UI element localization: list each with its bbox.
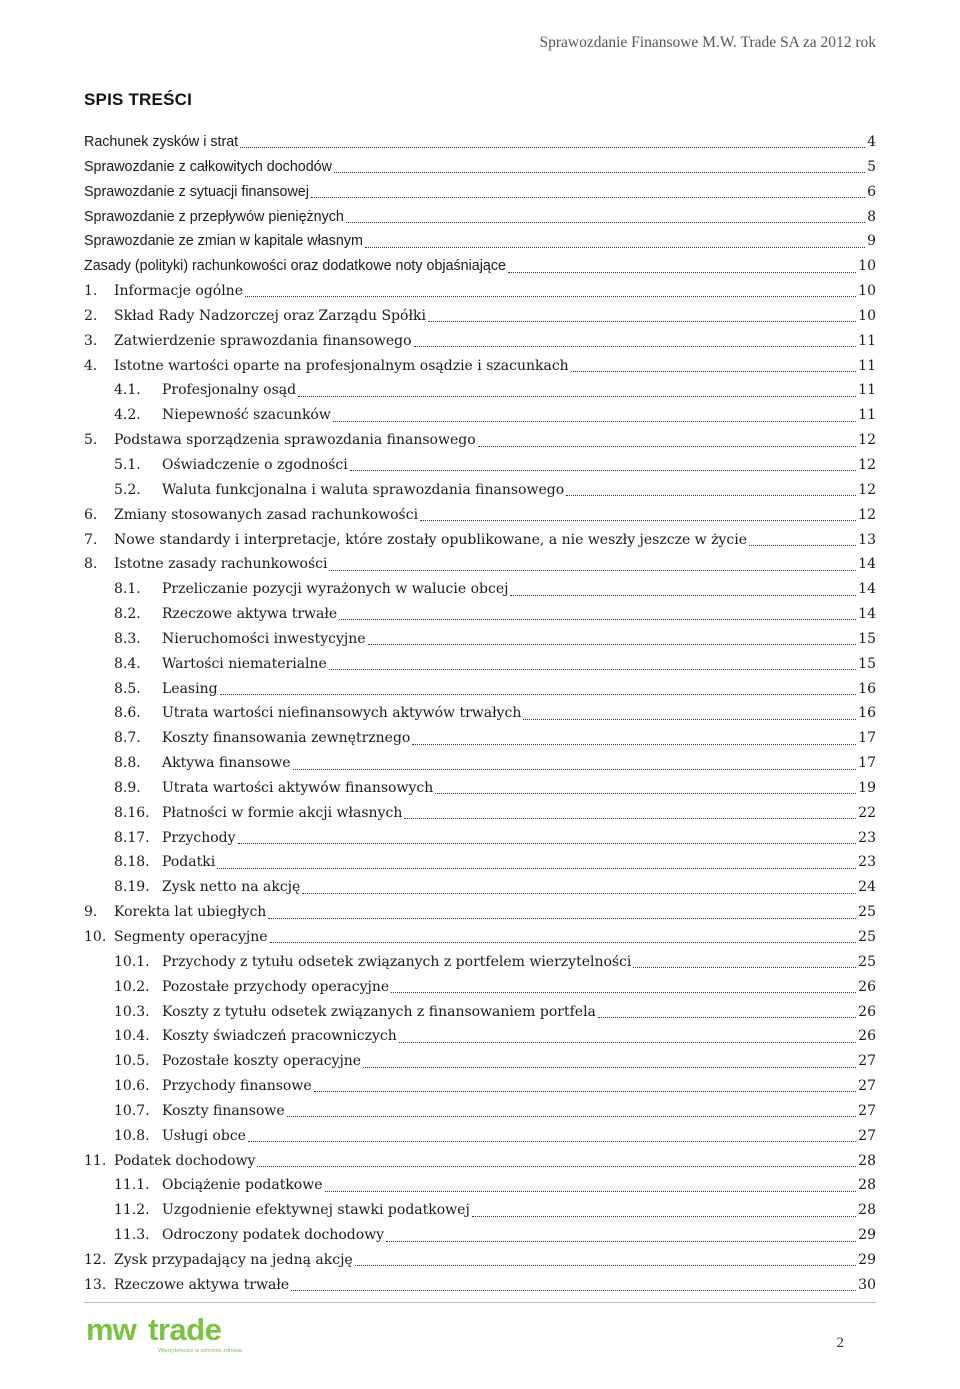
toc-dot-leader — [346, 221, 865, 223]
toc-entry-page: 22 — [858, 804, 876, 821]
toc-entry-number: 10. — [84, 929, 107, 945]
toc-dot-leader — [291, 1289, 856, 1291]
toc-entry[interactable] — [84, 378, 876, 403]
toc-dot-leader — [217, 867, 856, 869]
toc-dot-leader — [508, 271, 856, 273]
toc-entry-number: 8.7. — [114, 730, 141, 747]
toc-entry-title: Utrata wartości aktywów finansowych — [162, 779, 434, 796]
toc-entry-number: 4.1. — [114, 382, 141, 399]
toc-entry-page: 15 — [858, 655, 876, 672]
toc-entry[interactable] — [84, 180, 876, 205]
toc-entry-page: 23 — [858, 854, 876, 871]
toc-entry[interactable] — [84, 229, 876, 254]
toc-entry-number: 4. — [84, 357, 98, 374]
toc-entry-title: Istotne wartości oparte na profesjonalnym osądzie i szacunkach — [114, 357, 569, 374]
toc-dot-leader — [268, 917, 856, 919]
toc-entry[interactable] — [84, 1223, 876, 1248]
toc-entry[interactable] — [84, 1124, 876, 1149]
toc-entry[interactable] — [84, 925, 876, 950]
toc-entry-title: Przeliczanie pozycji wyrażonych w walucie obcej — [162, 581, 509, 598]
toc-entry[interactable] — [84, 428, 876, 453]
toc-dot-leader — [350, 469, 856, 471]
toc-entry-page: 12 — [858, 432, 876, 449]
toc-entry[interactable] — [84, 1273, 876, 1298]
toc-dot-leader — [435, 792, 856, 794]
toc-entry-page: 10 — [858, 283, 876, 300]
company-logo — [84, 1310, 244, 1356]
toc-entry-page: 17 — [858, 730, 876, 747]
toc-entry-number: 10.2. — [114, 978, 150, 995]
toc-entry-title: Rachunek zysków i strat — [84, 134, 239, 150]
toc-entry-number: 10.4. — [114, 1028, 150, 1045]
toc-entry[interactable] — [84, 1099, 876, 1124]
toc-entry-number: 8.2. — [114, 606, 141, 623]
toc-dot-leader — [334, 171, 865, 173]
toc-dot-leader — [428, 320, 856, 322]
toc-dot-leader — [333, 420, 856, 422]
toc-entry-number: 10.3. — [114, 1003, 150, 1020]
toc-entry[interactable] — [84, 453, 876, 478]
toc-dot-leader — [240, 146, 865, 148]
toc-entry[interactable] — [84, 1198, 876, 1223]
toc-entry-title: Profesjonalny osąd — [162, 382, 297, 399]
toc-entry-title: Sprawozdanie z sytuacji finansowej — [84, 183, 309, 200]
toc-entry-number: 8.6. — [114, 705, 141, 722]
toc-dot-leader — [412, 743, 856, 745]
toc-entry[interactable] — [84, 950, 876, 975]
toc-dot-leader — [420, 519, 856, 521]
toc-entry-number: 2. — [84, 307, 98, 324]
toc-entry[interactable] — [84, 329, 876, 354]
toc-entry-title: Podatek dochodowy — [114, 1152, 256, 1169]
toc-entry-title: Istotne zasady rachunkowości — [114, 556, 328, 573]
toc-dot-leader — [302, 892, 856, 894]
toc-dot-leader — [566, 494, 856, 496]
toc-dot-leader — [248, 1140, 856, 1142]
toc-dot-leader — [238, 842, 857, 844]
toc-entry-page: 25 — [858, 904, 876, 921]
toc-dot-leader — [245, 295, 856, 297]
toc-entry[interactable] — [84, 1000, 876, 1025]
toc-entry-number: 8.18. — [114, 854, 150, 871]
toc-dot-leader — [386, 1240, 856, 1242]
toc-entry-title: Segmenty operacyjne — [114, 929, 268, 945]
logo-tagline: Wierzytelności w ochronie zdrowia — [158, 1348, 243, 1354]
toc-entry-page: 5 — [867, 158, 876, 175]
toc-entry-number: 5.1. — [114, 456, 141, 473]
toc-entry-title: Wartości niematerialne — [162, 655, 327, 672]
toc-entry-page: 27 — [858, 1127, 876, 1144]
toc-entry-page: 26 — [858, 1028, 876, 1045]
toc-entry-title: Aktywa finansowe — [162, 755, 291, 772]
toc-entry-number: 11.3. — [114, 1227, 150, 1244]
toc-entry[interactable] — [84, 677, 876, 702]
toc-entry-title: Sprawozdanie z przepływów pieniężnych — [84, 208, 344, 225]
toc-entry[interactable] — [84, 1074, 876, 1099]
svg-text:trade: trade — [148, 1312, 222, 1347]
toc-entry-title: Usługi obce — [162, 1127, 246, 1144]
toc-dot-leader — [355, 1264, 856, 1266]
toc-entry-title: Korekta lat ubiegłych — [114, 904, 267, 921]
toc-dot-leader — [329, 569, 856, 571]
toc-entry-page: 13 — [858, 531, 876, 548]
toc-dot-leader — [339, 618, 856, 620]
toc-entry-number: 9. — [84, 904, 98, 921]
toc-entry-page: 27 — [858, 1078, 876, 1095]
toc-entry-page: 16 — [858, 705, 876, 722]
toc-entry-page: 19 — [858, 779, 876, 796]
toc-dot-leader — [365, 246, 865, 248]
toc-entry-title: Zatwierdzenie sprawozdania finansowego — [114, 332, 412, 349]
toc-entry-page: 12 — [858, 506, 876, 523]
toc-entry-page: 12 — [858, 481, 876, 498]
toc-entry-page: 24 — [858, 879, 876, 896]
toc-dot-leader — [314, 1090, 857, 1092]
toc-entry[interactable] — [84, 801, 876, 826]
toc-entry-number: 8.9. — [114, 779, 141, 796]
toc-entry-number: 10.7. — [114, 1102, 150, 1119]
toc-entry-title: Nowe standardy i interpretacje, które zostały opublikowane, a nie weszły jeszcze w życie — [114, 531, 748, 548]
toc-dot-leader — [399, 1041, 856, 1043]
page-number: 2 — [836, 1335, 844, 1351]
toc-dot-leader — [478, 445, 857, 447]
toc-entry-page: 26 — [858, 978, 876, 995]
toc-entry[interactable] — [84, 850, 876, 875]
toc-dot-leader — [257, 1165, 856, 1167]
toc-entry-title: Zysk przypadający na jedną akcję — [114, 1251, 353, 1268]
toc-entry-number: 8.1. — [114, 581, 141, 598]
toc-entry-title: Oświadczenie o zgodności — [162, 456, 348, 473]
toc-entry[interactable] — [84, 279, 876, 304]
toc-entry[interactable] — [84, 1149, 876, 1174]
toc-entry-number: 3. — [84, 332, 98, 349]
toc-entry[interactable] — [84, 478, 876, 503]
toc-dot-leader — [749, 544, 856, 546]
toc-dot-leader — [311, 196, 865, 198]
toc-dot-leader — [270, 941, 857, 943]
toc-dot-leader — [298, 395, 856, 397]
toc-entry-title: Zysk netto na akcję — [162, 879, 301, 896]
toc-entry-title: Koszty świadczeń pracowniczych — [162, 1028, 397, 1045]
toc-entry-title: Niepewność szacunków — [162, 407, 331, 424]
toc-entry-number: 8.8. — [114, 755, 141, 772]
toc-entry-number: 4.2. — [114, 407, 141, 424]
toc-entry-page: 10 — [858, 258, 876, 275]
toc-entry-page: 11 — [858, 332, 876, 349]
toc-entry-page: 17 — [858, 755, 876, 772]
toc-entry-title: Płatności w formie akcji własnych — [162, 804, 403, 821]
toc-entry[interactable] — [84, 776, 876, 801]
toc-entry-page: 12 — [858, 456, 876, 473]
toc-entry-title: Obciążenie podatkowe — [162, 1177, 323, 1194]
toc-dot-leader — [368, 643, 857, 645]
toc-entry-page: 11 — [858, 407, 876, 424]
toc-entry[interactable] — [84, 254, 876, 279]
toc-entry[interactable] — [84, 155, 876, 180]
toc-dot-leader — [472, 1215, 856, 1217]
toc-dot-leader — [293, 768, 857, 770]
toc-entry-page: 27 — [858, 1102, 876, 1119]
running-header: Sprawozdanie Finansowe M.W. Trade SA za 2012 rok — [539, 34, 876, 51]
toc-entry-page: 16 — [858, 680, 876, 697]
toc-entry-number: 8.5. — [114, 680, 141, 697]
toc-entry[interactable] — [84, 304, 876, 329]
toc-entry-page: 29 — [858, 1251, 876, 1268]
toc-entry-title: Informacje ogólne — [114, 283, 243, 300]
toc-entry-page: 30 — [858, 1276, 876, 1293]
toc-entry[interactable] — [84, 1049, 876, 1074]
toc-entry-page: 14 — [858, 556, 876, 573]
toc-entry[interactable] — [84, 205, 876, 230]
toc-entry-page: 15 — [858, 630, 876, 647]
toc-dot-leader — [598, 1016, 856, 1018]
document-title: SPIS TREŚCI — [84, 90, 193, 109]
toc-entry-title: Sprawozdanie z całkowitych dochodów — [84, 158, 332, 175]
toc-entry[interactable] — [84, 627, 876, 652]
toc-entry-number: 8.19. — [114, 879, 150, 896]
toc-entry-title: Sprawozdanie ze zmian w kapitale własnym — [84, 233, 363, 250]
toc-entry-page: 28 — [858, 1202, 876, 1219]
toc-entry-page: 29 — [858, 1227, 876, 1244]
toc-entry-number: 10.5. — [114, 1053, 150, 1070]
toc-entry-number: 11. — [84, 1152, 107, 1169]
toc-entry[interactable] — [84, 403, 876, 428]
toc-entry[interactable] — [84, 701, 876, 726]
toc-dot-leader — [633, 966, 856, 968]
toc-entry-title: Przychody z tytułu odsetek związanych z portfelem wierzytelności — [162, 953, 632, 970]
toc-entry-number: 10.1. — [114, 953, 150, 970]
toc-entry-title: Zasady (polityki) rachunkowości oraz dodatkowe noty objaśniające — [84, 258, 506, 275]
toc-entry-title: Pozostałe koszty operacyjne — [162, 1053, 362, 1070]
toc-entry[interactable] — [84, 354, 876, 379]
toc-entry-page: 9 — [867, 233, 876, 250]
toc-entry-page: 28 — [858, 1177, 876, 1194]
toc-entry-title: Nieruchomości inwestycyjne — [162, 630, 366, 647]
toc-entry[interactable] — [84, 1024, 876, 1049]
toc-entry[interactable] — [84, 652, 876, 677]
toc-entry-number: 6. — [84, 506, 98, 523]
toc-entry-title: Skład Rady Nadzorczej oraz Zarządu Spółki — [114, 307, 426, 324]
toc-entry-title: Pozostałe przychody operacyjne — [162, 978, 390, 995]
svg-text:mw: mw — [86, 1312, 136, 1347]
toc-entry-number: 11.2. — [114, 1202, 150, 1219]
toc-entry[interactable] — [84, 900, 876, 925]
toc-entry-title: Rzeczowe aktywa trwałe — [162, 606, 338, 623]
toc-dot-leader — [404, 817, 856, 819]
toc-entry-title: Koszty finansowe — [162, 1102, 285, 1119]
toc-entry-number: 10.6. — [114, 1078, 150, 1095]
toc-dot-leader — [391, 991, 856, 993]
toc-entry-title: Utrata wartości niefinansowych aktywów trwałych — [162, 705, 522, 722]
toc-entry[interactable] — [84, 726, 876, 751]
toc-entry-page: 14 — [858, 606, 876, 623]
toc-dot-leader — [510, 594, 856, 596]
toc-entry-page: 14 — [858, 581, 876, 598]
toc-entry-title: Podstawa sporządzenia sprawozdania finansowego — [114, 432, 476, 449]
toc-entry-number: 10.8. — [114, 1127, 150, 1144]
toc-entry-number: 7. — [84, 531, 98, 548]
toc-entry-page: 10 — [858, 307, 876, 324]
toc-dot-leader — [325, 1190, 857, 1192]
toc-entry-title: Uzgodnienie efektywnej stawki podatkowej — [162, 1202, 470, 1219]
toc-dot-leader — [523, 718, 856, 720]
toc-entry[interactable] — [84, 503, 876, 528]
toc-dot-leader — [220, 693, 857, 695]
toc-entry[interactable] — [84, 130, 876, 155]
table-of-contents — [84, 130, 876, 1298]
toc-entry-number: 13. — [84, 1276, 107, 1293]
toc-entry-title: Koszty finansowania zewnętrznego — [162, 730, 411, 747]
toc-entry-page: 11 — [858, 357, 876, 374]
toc-dot-leader — [414, 345, 857, 347]
toc-entry-title: Zmiany stosowanych zasad rachunkowości — [114, 506, 419, 523]
toc-entry-page: 8 — [867, 208, 876, 225]
toc-entry-title: Podatki — [162, 854, 216, 871]
toc-entry-title: Leasing — [162, 680, 218, 697]
toc-entry-number: 1. — [84, 283, 98, 300]
toc-entry[interactable] — [84, 826, 876, 851]
toc-entry-number: 8.17. — [114, 829, 150, 846]
toc-entry[interactable] — [84, 875, 876, 900]
toc-entry-page: 6 — [867, 183, 876, 200]
toc-entry[interactable] — [84, 751, 876, 776]
toc-entry-number: 12. — [84, 1251, 107, 1268]
toc-entry-page: 23 — [858, 829, 876, 846]
toc-entry-page: 27 — [858, 1053, 876, 1070]
toc-entry[interactable] — [84, 528, 876, 553]
toc-entry-number: 8. — [84, 556, 98, 573]
toc-entry[interactable] — [84, 1173, 876, 1198]
toc-entry-title: Przychody — [162, 829, 236, 846]
toc-dot-leader — [571, 370, 856, 372]
toc-entry-number: 8.16. — [114, 804, 150, 821]
toc-entry[interactable] — [84, 577, 876, 602]
toc-entry-title: Przychody finansowe — [162, 1078, 312, 1095]
toc-dot-leader — [287, 1115, 857, 1117]
toc-entry-page: 25 — [858, 953, 876, 970]
toc-entry-page: 25 — [858, 929, 876, 945]
toc-entry-page: 11 — [858, 382, 876, 399]
toc-entry-title: Koszty z tytułu odsetek związanych z finansowaniem portfela — [162, 1003, 596, 1020]
toc-entry-title: Odroczony podatek dochodowy — [162, 1227, 385, 1244]
toc-entry[interactable] — [84, 975, 876, 1000]
toc-entry-page: 4 — [867, 134, 876, 150]
toc-entry[interactable] — [84, 1248, 876, 1273]
toc-entry-title: Rzeczowe aktywa trwałe — [114, 1276, 290, 1293]
footer-divider — [84, 1302, 876, 1303]
toc-entry-title: Waluta funkcjonalna i waluta sprawozdania finansowego — [162, 481, 565, 498]
toc-dot-leader — [363, 1066, 856, 1068]
toc-entry-page: 28 — [858, 1152, 876, 1169]
toc-entry-number: 8.3. — [114, 630, 141, 647]
toc-entry-number: 11.1. — [114, 1177, 150, 1194]
toc-dot-leader — [329, 668, 856, 670]
toc-entry[interactable] — [84, 602, 876, 627]
toc-entry-number: 5.2. — [114, 481, 141, 498]
toc-entry[interactable] — [84, 552, 876, 577]
toc-entry-number: 5. — [84, 432, 98, 449]
toc-entry-page: 26 — [858, 1003, 876, 1020]
toc-entry-number: 8.4. — [114, 655, 141, 672]
